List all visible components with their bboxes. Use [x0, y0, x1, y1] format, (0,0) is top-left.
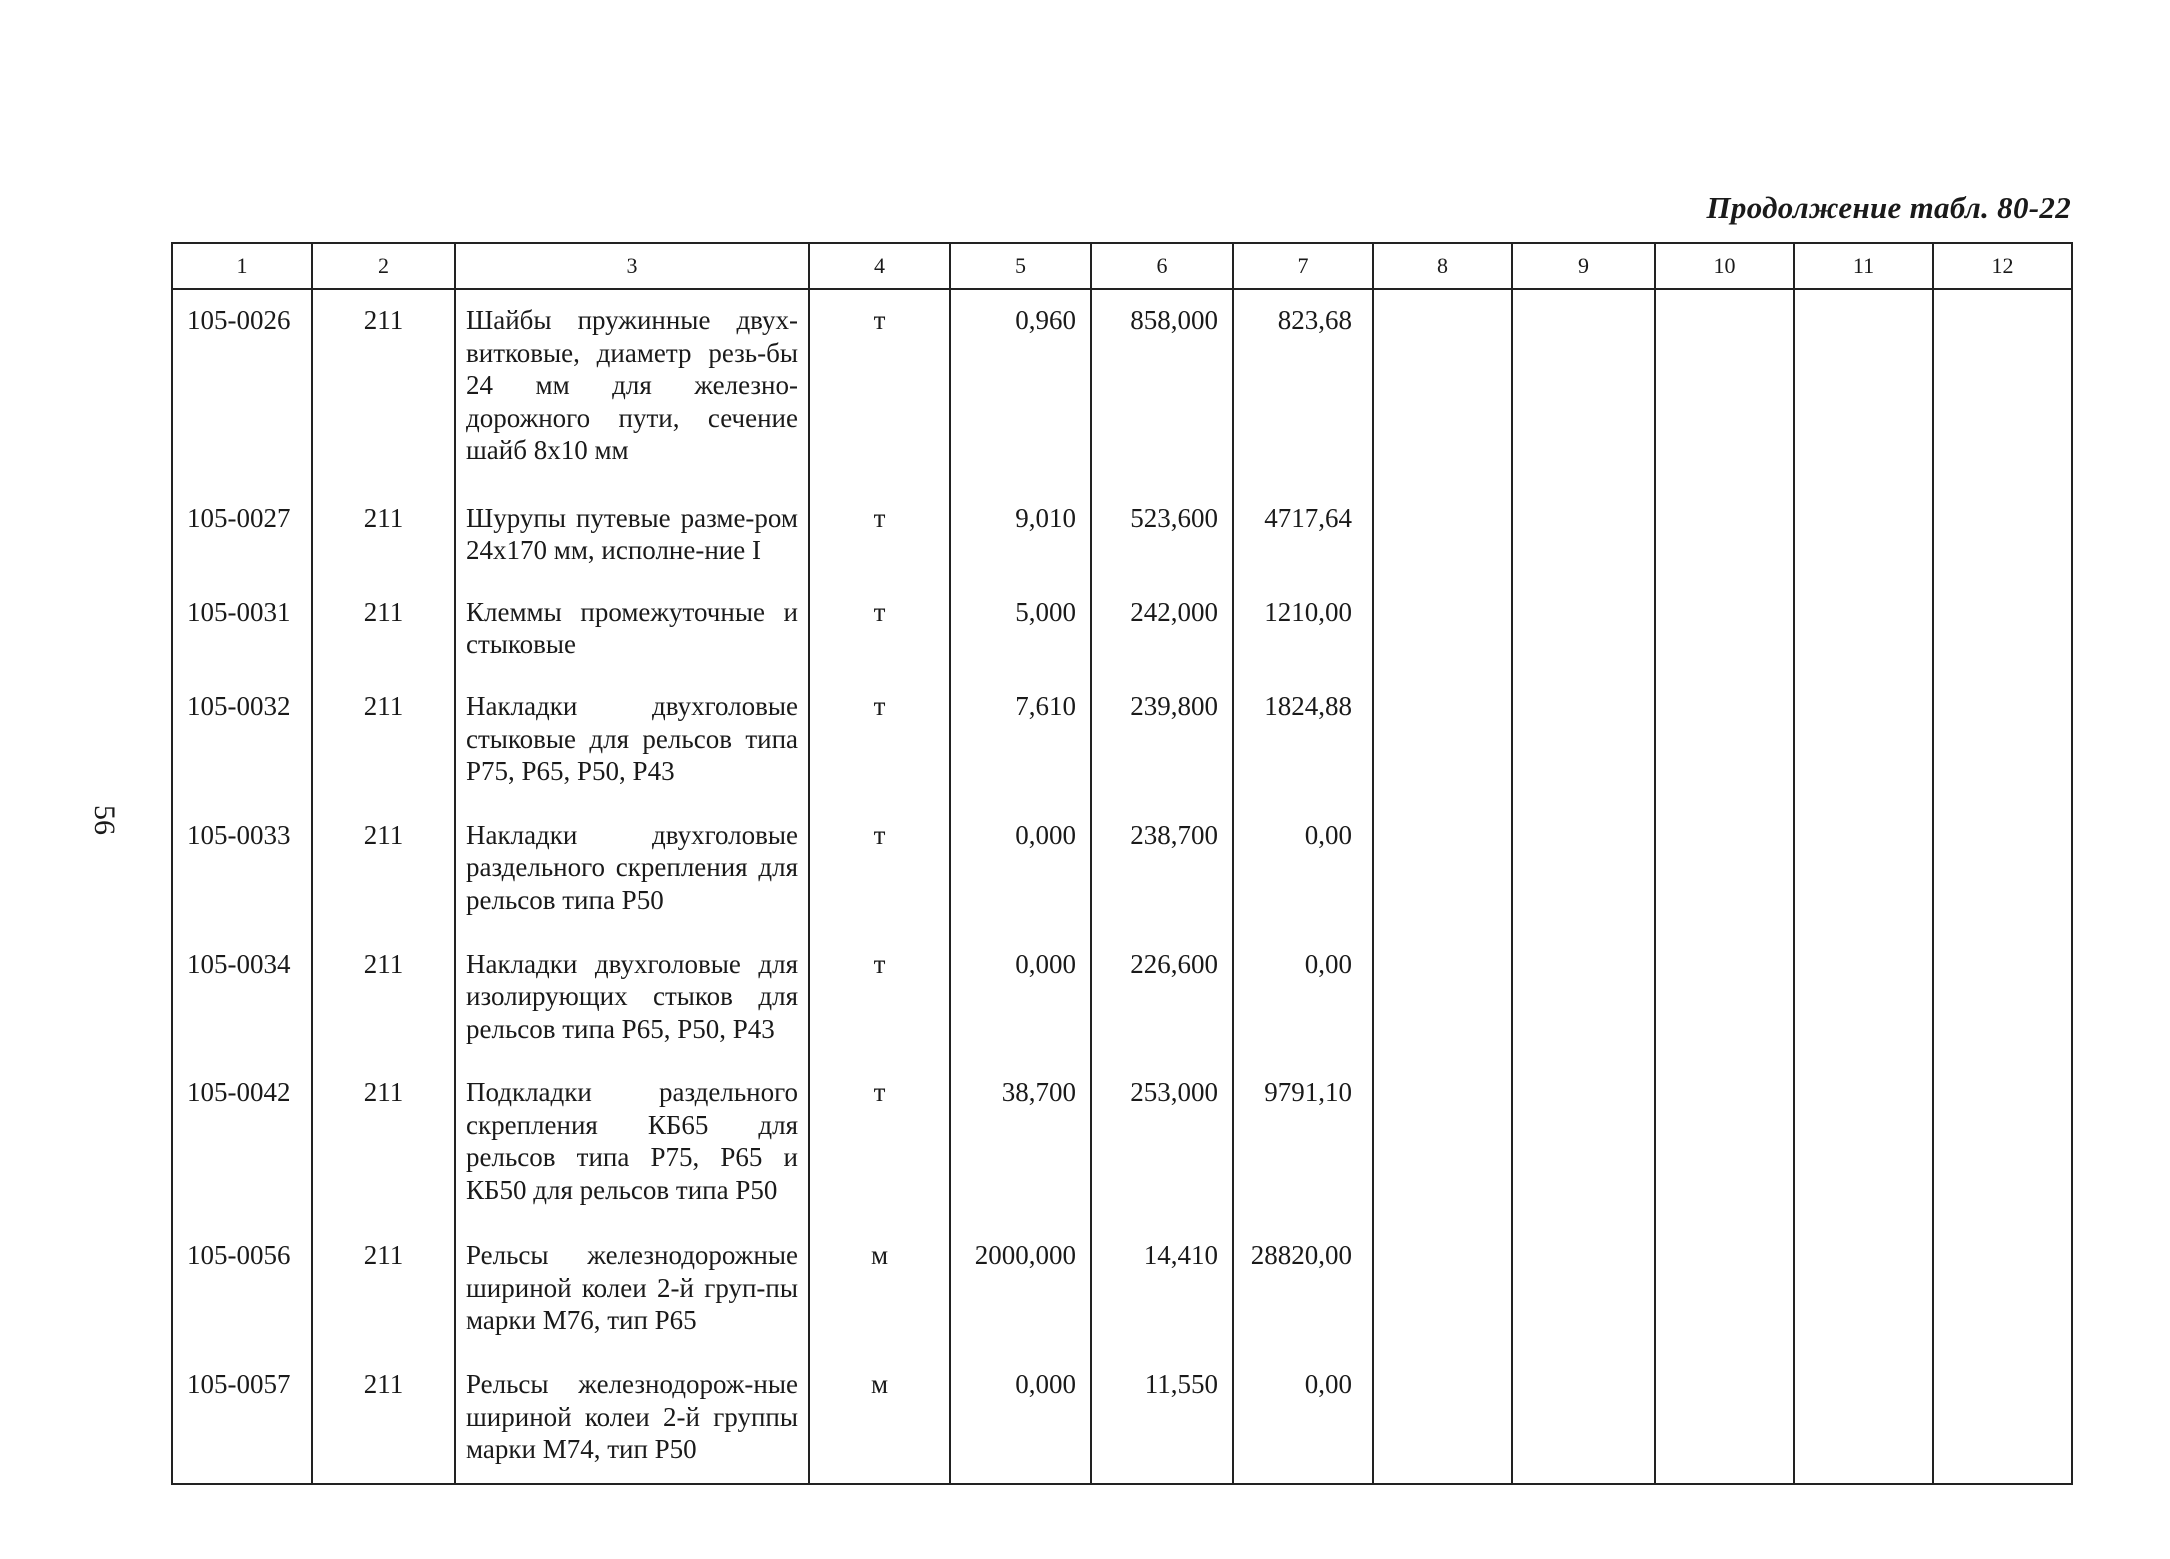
page-number: 56 [88, 805, 121, 835]
row-unit: т [809, 488, 950, 582]
empty-cell [1794, 582, 1933, 676]
row-quantity: 2000,000 [950, 1225, 1091, 1354]
empty-cell [1794, 1062, 1933, 1225]
row-number: 211 [312, 582, 455, 676]
row-unit: т [809, 1062, 950, 1225]
row-quantity: 0,000 [950, 1354, 1091, 1483]
header-cell-3: 3 [455, 243, 809, 289]
empty-cell [1933, 488, 2072, 582]
header-cell-9: 9 [1512, 243, 1655, 289]
table-row [172, 676, 2072, 805]
row-code: 105-0042 [172, 1062, 312, 1225]
empty-cell [1512, 582, 1655, 676]
row-name: Клеммы промежуточные и стыковые [455, 582, 809, 676]
table-row [172, 582, 2072, 676]
row-name: Накладки двухголовые стыковые для рельсов типа Р75, Р65, Р50, Р43 [455, 676, 809, 805]
row-quantity: 38,700 [950, 1062, 1091, 1225]
empty-cell [1933, 1062, 2072, 1225]
table-filler-row [172, 1483, 2072, 1484]
empty-cell [1655, 676, 1794, 805]
table-row [172, 488, 2072, 582]
empty-cell [809, 1483, 950, 1484]
empty-cell [1373, 582, 1512, 676]
row-code: 105-0032 [172, 676, 312, 805]
row-unit: т [809, 934, 950, 1063]
empty-cell [1933, 805, 2072, 934]
row-total: 0,00 [1233, 934, 1373, 1063]
row-unit: м [809, 1225, 950, 1354]
empty-cell [1655, 805, 1794, 934]
header-cell-7: 7 [1233, 243, 1373, 289]
row-quantity: 0,960 [950, 289, 1091, 488]
empty-cell [1794, 289, 1933, 488]
row-quantity: 9,010 [950, 488, 1091, 582]
empty-cell [950, 1483, 1091, 1484]
empty-cell [1373, 805, 1512, 934]
empty-cell [1933, 582, 2072, 676]
empty-cell [172, 1483, 312, 1484]
row-total: 1210,00 [1233, 582, 1373, 676]
empty-cell [1373, 488, 1512, 582]
empty-cell [1655, 1354, 1794, 1483]
row-unit: т [809, 289, 950, 488]
row-unit: м [809, 1354, 950, 1483]
empty-cell [1373, 934, 1512, 1063]
row-price: 242,000 [1091, 582, 1233, 676]
empty-cell [1373, 1062, 1512, 1225]
empty-cell [1933, 934, 2072, 1063]
empty-cell [1091, 1483, 1233, 1484]
table-body [172, 289, 2072, 1484]
row-total: 1824,88 [1233, 676, 1373, 805]
row-price: 238,700 [1091, 805, 1233, 934]
row-quantity: 0,000 [950, 805, 1091, 934]
row-name: Рельсы железнодорожные шириной колеи 2-й груп-пы марки М76, тип Р65 [455, 1225, 809, 1354]
empty-cell [1933, 1483, 2072, 1484]
row-code: 105-0026 [172, 289, 312, 488]
empty-cell [1655, 1225, 1794, 1354]
empty-cell [1512, 1483, 1655, 1484]
row-number: 211 [312, 805, 455, 934]
row-price: 14,410 [1091, 1225, 1233, 1354]
empty-cell [1655, 289, 1794, 488]
empty-cell [1512, 1354, 1655, 1483]
empty-cell [1512, 1062, 1655, 1225]
row-number: 211 [312, 676, 455, 805]
empty-cell [1233, 1483, 1373, 1484]
empty-cell [1373, 1225, 1512, 1354]
row-number: 211 [312, 934, 455, 1063]
empty-cell [1794, 805, 1933, 934]
row-price: 523,600 [1091, 488, 1233, 582]
row-name: Рельсы железнодорож-ные шириной колеи 2-й группы марки М74, тип Р50 [455, 1354, 809, 1483]
empty-cell [1655, 582, 1794, 676]
row-code: 105-0057 [172, 1354, 312, 1483]
row-price: 239,800 [1091, 676, 1233, 805]
row-code: 105-0033 [172, 805, 312, 934]
empty-cell [1373, 289, 1512, 488]
empty-cell [1655, 1483, 1794, 1484]
empty-cell [1655, 488, 1794, 582]
row-unit: т [809, 676, 950, 805]
row-total: 4717,64 [1233, 488, 1373, 582]
empty-cell [1512, 289, 1655, 488]
empty-cell [1794, 488, 1933, 582]
empty-cell [1655, 1062, 1794, 1225]
header-cell-2: 2 [312, 243, 455, 289]
header-cell-8: 8 [1373, 243, 1512, 289]
price-table [171, 242, 2073, 1485]
row-price: 226,600 [1091, 934, 1233, 1063]
header-row [172, 243, 2072, 289]
empty-cell [1933, 1225, 2072, 1354]
header-cell-12: 12 [1933, 243, 2072, 289]
row-number: 211 [312, 289, 455, 488]
table-row [172, 1062, 2072, 1225]
table-row [172, 1354, 2072, 1483]
row-name: Накладки двухголовые раздельного скрепления для рельсов типа Р50 [455, 805, 809, 934]
empty-cell [1512, 676, 1655, 805]
header-cell-5: 5 [950, 243, 1091, 289]
table-row [172, 289, 2072, 488]
row-unit: т [809, 805, 950, 934]
row-code: 105-0034 [172, 934, 312, 1063]
row-quantity: 0,000 [950, 934, 1091, 1063]
empty-cell [1373, 676, 1512, 805]
header-cell-1: 1 [172, 243, 312, 289]
header-cell-6: 6 [1091, 243, 1233, 289]
empty-cell [1794, 1354, 1933, 1483]
empty-cell [1373, 1483, 1512, 1484]
table-row [172, 934, 2072, 1063]
row-name: Шайбы пружинные двух-витковые, диаметр резь-бы 24 мм для железно-дорожного пути, сечение шайб 8x10 мм [455, 289, 809, 488]
row-name: Накладки двухголовые для изолирующих стыков для рельсов типа Р65, Р50, Р43 [455, 934, 809, 1063]
row-unit: т [809, 582, 950, 676]
empty-cell [1655, 934, 1794, 1063]
empty-cell [1933, 289, 2072, 488]
empty-cell [1794, 676, 1933, 805]
empty-cell [455, 1483, 809, 1484]
empty-cell [1512, 1225, 1655, 1354]
row-number: 211 [312, 1062, 455, 1225]
row-code: 105-0056 [172, 1225, 312, 1354]
table-row [172, 1225, 2072, 1354]
row-total: 28820,00 [1233, 1225, 1373, 1354]
row-quantity: 5,000 [950, 582, 1091, 676]
row-number: 211 [312, 488, 455, 582]
row-total: 0,00 [1233, 1354, 1373, 1483]
empty-cell [1794, 934, 1933, 1063]
header-cell-11: 11 [1794, 243, 1933, 289]
row-number: 211 [312, 1225, 455, 1354]
empty-cell [1373, 1354, 1512, 1483]
row-total: 0,00 [1233, 805, 1373, 934]
row-code: 105-0027 [172, 488, 312, 582]
header-cell-10: 10 [1655, 243, 1794, 289]
empty-cell [1512, 488, 1655, 582]
row-code: 105-0031 [172, 582, 312, 676]
row-number: 211 [312, 1354, 455, 1483]
row-price: 253,000 [1091, 1062, 1233, 1225]
row-quantity: 7,610 [950, 676, 1091, 805]
row-total: 9791,10 [1233, 1062, 1373, 1225]
empty-cell [1512, 934, 1655, 1063]
empty-cell [1933, 1354, 2072, 1483]
row-name: Подкладки раздельного скрепления КБ65 для рельсов типа Р75, Р65 и КБ50 для рельсов типа Р50 [455, 1062, 809, 1225]
empty-cell [312, 1483, 455, 1484]
table-row [172, 805, 2072, 934]
empty-cell [1794, 1225, 1933, 1354]
table-continuation-caption: Продолжение табл. 80-22 [1706, 190, 2071, 225]
empty-cell [1512, 805, 1655, 934]
empty-cell [1933, 676, 2072, 805]
row-price: 858,000 [1091, 289, 1233, 488]
row-total: 823,68 [1233, 289, 1373, 488]
empty-cell [1794, 1483, 1933, 1484]
row-name: Шурупы путевые разме-ром 24x170 мм, исполне-ние I [455, 488, 809, 582]
row-price: 11,550 [1091, 1354, 1233, 1483]
header-cell-4: 4 [809, 243, 950, 289]
